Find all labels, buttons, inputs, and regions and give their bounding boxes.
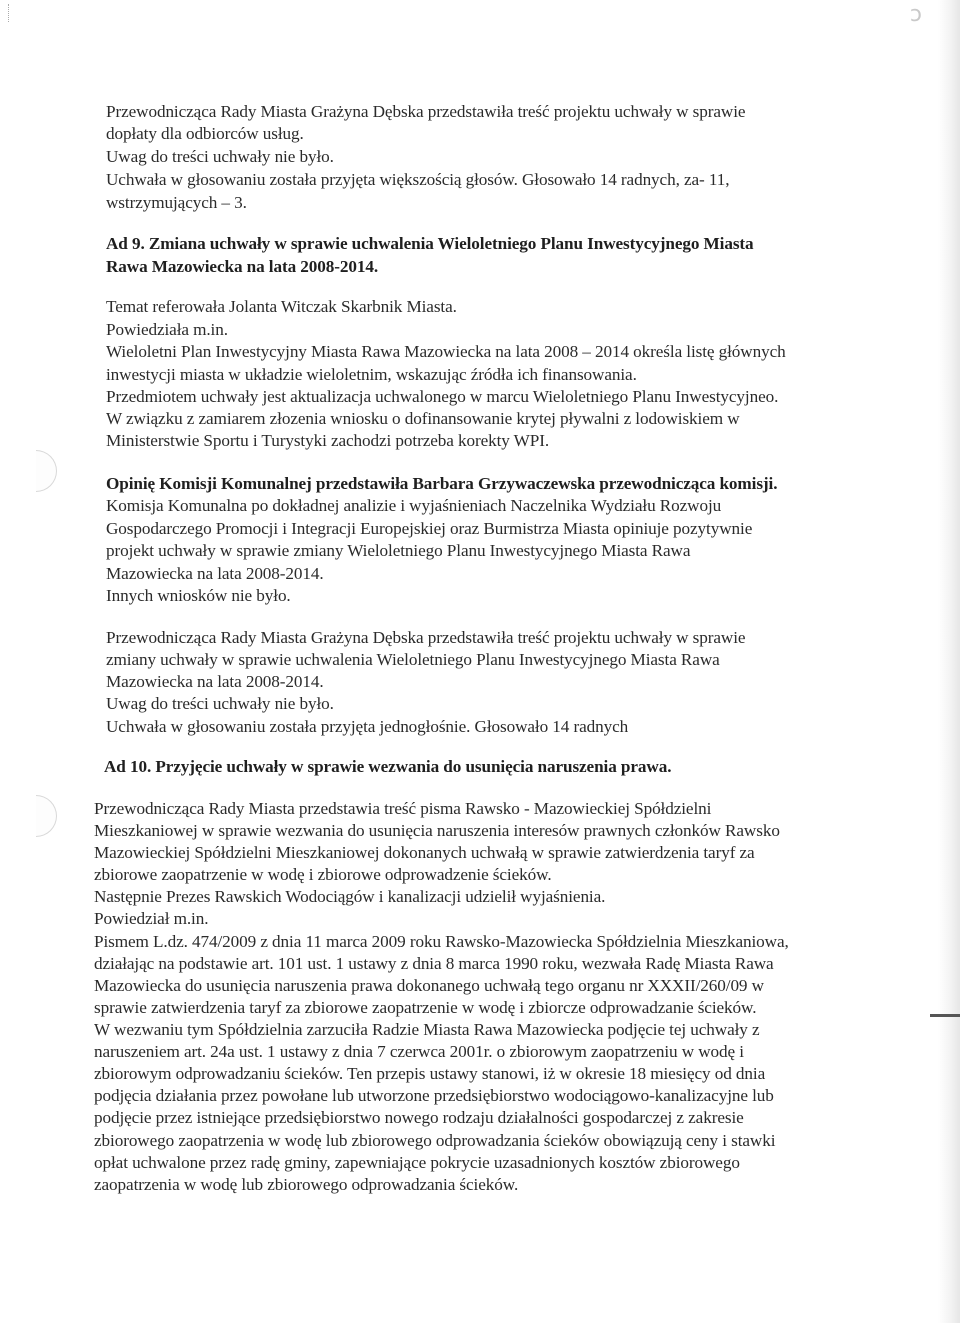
edge-mark bbox=[930, 1014, 960, 1017]
page-corner-mark: ↄ bbox=[909, 2, 922, 27]
paragraph-line: Uchwała w głosowaniu została przyjęta jednogłośnie. Głosowało 14 radnych bbox=[106, 717, 629, 736]
paragraph-line: działając na podstawie art. 101 ust. 1 ustawy z dnia 8 marca 1990 roku, wezwała Radę Miasta Rawa bbox=[94, 954, 774, 973]
page-edge-shadow bbox=[938, 0, 960, 1323]
paragraph-line: Mazowiecka do usunięcia naruszenia prawa dokonanego uchwałą tego organu nr XXXII/260/09 w bbox=[94, 976, 764, 995]
paragraph-line: Pismem L.dz. 474/2009 z dnia 11 marca 2009 roku Rawsko-Mazowiecka Spółdzielnia Mieszkaniowa, bbox=[94, 932, 789, 951]
paragraph-line: Powiedziała m.in. bbox=[106, 320, 228, 339]
paragraph-line: podjęcie przez istniejące przedsiębiorstwo nowego rodzaju działalności gospodarczej z zakresie bbox=[94, 1108, 744, 1127]
paragraph-line: zbiorowym odprowadzaniu ścieków. Ten przepis ustawy stanowi, iż w okresie 18 miesięcy od dnia bbox=[94, 1064, 766, 1083]
punch-hole bbox=[36, 795, 57, 837]
paragraph-line: Gospodarczego Promocji i Integracji Europejskiej oraz Burmistrza Miasta opiniuje pozytywnie bbox=[106, 519, 753, 538]
paragraph-line: Następnie Prezes Rawskich Wodociągów i kanalizacji udzielił wyjaśnienia. bbox=[94, 887, 606, 906]
paragraph-line: naruszeniem art. 24a ust. 1 ustawy z dnia 7 czerwca 2001r. o zbiorowym zaopatrzeniu w wodę i bbox=[94, 1042, 744, 1061]
paragraph-line: zbiorowe zaopatrzenie w wodę i zbiorowe odprowadzenie ścieków. bbox=[94, 865, 552, 884]
paragraph-line: Przedmiotem uchwały jest aktualizacja uchwalonego w marcu Wieloletniego Planu Inwestycyjneo. bbox=[106, 387, 779, 406]
paragraph-line: W wezwaniu tym Spółdzielnia zarzuciła Radzie Miasta Rawa Mazowiecka podjęcie tej uchwały z bbox=[94, 1020, 760, 1039]
paragraph-line: Mazowiecka na lata 2008-2014. bbox=[106, 564, 324, 583]
paragraph-line: Komisja Komunalna po dokładnej analizie i wyjaśnieniach Naczelnika Wydziału Rozwoju bbox=[106, 496, 722, 515]
paragraph-line: Temat referowała Jolanta Witczak Skarbnik Miasta. bbox=[106, 297, 457, 316]
section-heading-line: Opinię Komisji Komunalnej przedstawiła Barbara Grzywaczewska przewodnicząca komisji. bbox=[106, 474, 778, 493]
paragraph-line: Innych wniosków nie było. bbox=[106, 586, 291, 605]
paragraph-line: Wieloletni Plan Inwestycyjny Miasta Rawa Mazowiecka na lata 2008 – 2014 określa listę głównych bbox=[106, 342, 786, 361]
paragraph-line: zmiany uchwały w sprawie uchwalenia Wieloletniego Planu Inwestycyjnego Miasta Rawa bbox=[106, 650, 720, 669]
section-heading-line: Ad 9. Zmiana uchwały w sprawie uchwalenia Wieloletniego Planu Inwestycyjnego Miasta bbox=[106, 234, 754, 253]
paragraph-line: Ministerstwie Sportu i Turystyki zachodzi potrzeba korekty WPI. bbox=[106, 431, 550, 450]
section-heading-line: Rawa Mazowiecka na lata 2008-2014. bbox=[106, 257, 379, 276]
paragraph-line: Przewodnicząca Rady Miasta Grażyna Dębska przedstawiła treść projektu uchwały w sprawie bbox=[106, 628, 746, 647]
paragraph-line: Uwag do treści uchwały nie było. bbox=[106, 147, 334, 166]
punch-hole bbox=[36, 450, 57, 492]
paragraph-line: opłat uchwalone przez radę gminy, zapewniające pokrycie uzasadnionych kosztów zbiorowego bbox=[94, 1153, 740, 1172]
paragraph-line: inwestycji miasta w układzie wieloletnim, wskazując źródła ich finansowania. bbox=[106, 365, 637, 384]
paragraph-line: sprawie zatwierdzenia taryf za zbiorowe zaopatrzenie w wodę i zbiorcze odprowadzanie ścieków. bbox=[94, 998, 757, 1017]
paragraph-line: W związku z zamiarem złozenia wniosku o dofinansowanie krytej pływalni z lodowiskiem w bbox=[106, 409, 740, 428]
paragraph-line: Powiedział m.in. bbox=[94, 909, 209, 928]
paragraph-line: Uwag do treści uchwały nie było. bbox=[106, 694, 334, 713]
paragraph-line: zaopatrzenia w wodę lub zbiorowego odprowadzania ścieków. bbox=[94, 1175, 519, 1194]
paragraph-line: wstrzymujących – 3. bbox=[106, 193, 247, 212]
scan-artifact-dots bbox=[8, 4, 12, 22]
paragraph-line: podjęcia działania przez powołane lub utworzone przedsiębiorstwo wodociągowo-kanalizacyjne lub bbox=[94, 1086, 774, 1105]
paragraph-line: projekt uchwały w sprawie zmiany Wieloletniego Planu Inwestycyjnego Miasta Rawa bbox=[106, 541, 691, 560]
paragraph-line: Przewodnicząca Rady Miasta przedstawia treść pisma Rawsko - Mazowieckiej Spółdzielni bbox=[94, 799, 712, 818]
paragraph-line: Uchwała w głosowaniu została przyjęta większością głosów. Głosowało 14 radnych, za- 11, bbox=[106, 170, 730, 189]
section-heading-line: Ad 10. Przyjęcie uchwały w sprawie wezwania do usunięcia naruszenia prawa. bbox=[104, 757, 672, 776]
paragraph-line: zbiorowego zaopatrzenia w wodę lub zbiorowego odprowadzania ścieków obowiązują ceny i stawki bbox=[94, 1131, 776, 1150]
paragraph-line: Mazowieckiej Spółdzielni Mieszkaniowej dokonanych uchwałą w sprawie zatwierdzenia taryf za bbox=[94, 843, 755, 862]
paragraph-line: Mieszkaniowej w sprawie wezwania do usunięcia naruszenia interesów prawnych członków Rawsko bbox=[94, 821, 780, 840]
paragraph-line: dopłaty dla odbiorców usług. bbox=[106, 124, 304, 143]
paragraph-line: Przewodnicząca Rady Miasta Grażyna Dębska przedstawiła treść projektu uchwały w sprawie bbox=[106, 102, 746, 121]
paragraph-line: Mazowiecka na lata 2008-2014. bbox=[106, 672, 324, 691]
